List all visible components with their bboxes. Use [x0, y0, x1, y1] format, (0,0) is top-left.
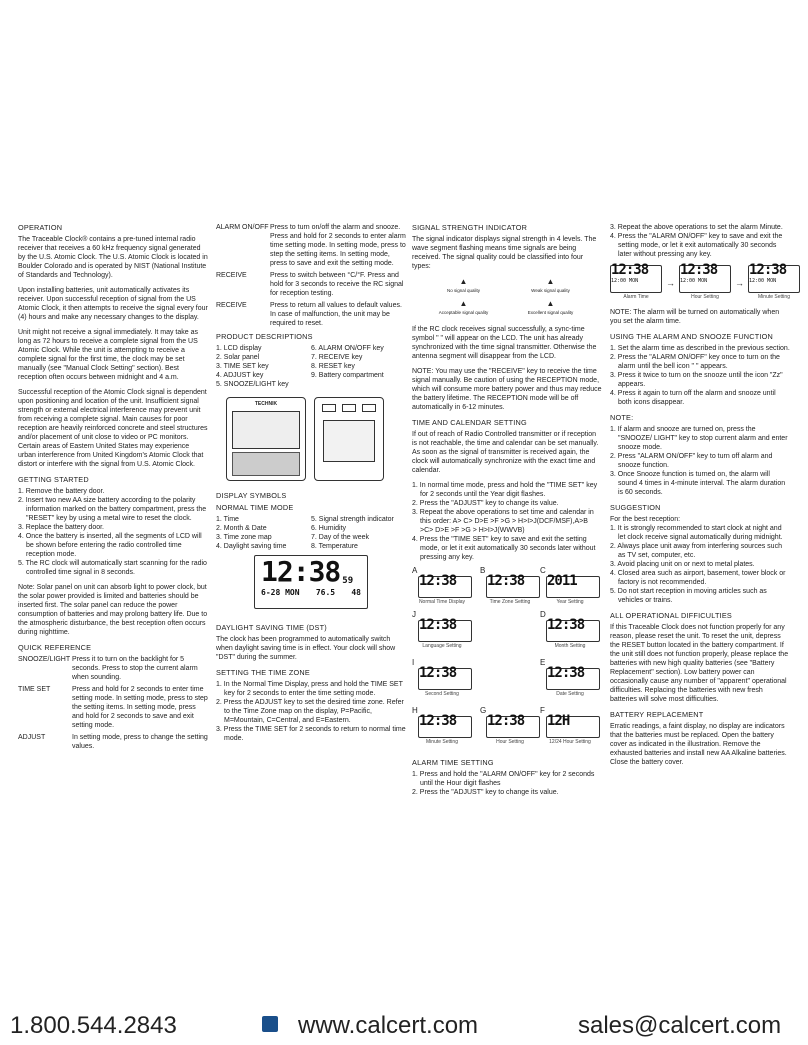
- time-zone-steps: [216, 680, 406, 743]
- front-lcd: [232, 411, 300, 449]
- footer: [0, 1010, 808, 1045]
- list-item: 4. Press the "TIME SET" key to save and exit the setting mode, or let it exit automatically 30 seconds later without pressing any key.: [412, 536, 596, 561]
- display-symbols-heading: DISPLAY SYMBOLS: [216, 491, 287, 500]
- ref-key: SNOOZE/LIGHT: [18, 656, 71, 663]
- arrow-right-icon: →: [666, 278, 675, 288]
- list-item: 2. Press the ADJUST key to set the desired time zone. Refer to the Time Zone map on the display, P=Pacific, M=Mountain, C=Central, and E=Eastern.: [216, 699, 404, 724]
- antenna-icon: ▲: [546, 299, 555, 308]
- list-item: 6. ALARM ON/OFF key: [311, 345, 384, 352]
- list-item: 1. Time: [216, 516, 239, 523]
- ref-value: Press to return all values to default values. In case of malfunction, the unit may be required to reset.: [270, 302, 402, 327]
- clock-back: [314, 397, 384, 481]
- ref-key: ALARM ON/OFF: [216, 224, 269, 231]
- list-item: 6. Humidity: [311, 525, 347, 532]
- list-item: 9. Battery compartment: [311, 372, 384, 379]
- lcd-date: 6-28 MON: [261, 588, 300, 597]
- list-item: 5. SNOOZE/LIGHT key: [216, 381, 289, 388]
- list-item: 3. Repeat the above operations to set time and calendar in this order: A> C> D>E >F >G > H>I>J(DCF/MSF),A>B >C> D>E >F >G > H>I>J(WWVB): [412, 509, 594, 534]
- operation-paragraph-3: Unit might not receive a signal immediately. It may take as long as 72 hours to receive a complete signal from the US Atomic Clock. While the unit is attempting to receive a complete signal for the first time, the clock may be set manually (see "Manual Clock Setting" section). Best reception often occurs between midnight and 4 a.m.: [18, 329, 199, 381]
- phone-number[interactable]: 1.800.544.2843: [10, 1012, 177, 1039]
- alarm-lcd-3: 12:38 12:00 MON Minute Setting: [748, 265, 800, 302]
- signal-strength-paragraph: The signal indicator displays signal strength in 4 levels. The wave segment flashing means time signals are being received. The signal quality could be classified into four types:: [412, 236, 597, 270]
- alarm-sequence: [610, 262, 790, 302]
- antenna-icon: ▲: [546, 277, 555, 286]
- ref-value: In setting mode, press to change the setting values.: [72, 734, 208, 750]
- operation-heading: OPERATION: [18, 223, 63, 232]
- ref-row: [216, 301, 406, 328]
- note-heading: NOTE:: [610, 413, 634, 422]
- list-item: 4. Daylight saving time: [216, 543, 287, 550]
- list-item: 1. It is strongly recommended to start clock at night and let clock receive signal automatically during midnight.: [610, 525, 783, 541]
- battery-replacement-paragraph: Erratic readings, a faint display, no display are indicators that the batteries must be replaced. Open the battery cover as indicated in the illustration. Remove the exhausted batteries and install new AA Alkaline batteries. Close the battery cover.: [610, 723, 787, 766]
- alarm-lcd-1: 12:38 12:00 MON Alarm Time: [610, 265, 662, 302]
- operation-paragraph-1: The Traceable Clock® contains a pre-tuned internal radio receiver that receives a 60 kHz frequency signal generated by the U.S. Atomic Clock. The U.S. Atomic Clock is located in Boulder Colorado and is operated by NIST (National Institute of Standards and Technology).: [18, 236, 208, 279]
- seq-g: G 12:38 Hour Setting: [480, 706, 540, 747]
- getting-started-note: Note: Solar panel on unit can absorb light to power clock, but the solar power provided is limited and batteries should be inserted first. The solar panel can reduce the power consumption of batteries and may prolong battery life. Due to the atmospheric disturbance, the best reception often occurs during nighttime.: [18, 584, 208, 636]
- list-item: 2. Press the "ALARM ON/OFF" key once to turn on the alarm until the bell icon " " appears.: [610, 354, 780, 370]
- list-item: 8. RESET key: [311, 363, 355, 370]
- suggestion-heading: SUGGESTION: [610, 503, 661, 512]
- list-item: 2. Month & Date: [216, 525, 267, 532]
- operation-paragraph-2: Upon installing batteries, unit automatically activates its receiver. Upon successful reception of signal from the US Atomic Clock, it then attempts to receive the signal every four (4) hours and make any necessary changes to the display.: [18, 287, 208, 321]
- column-2: [216, 223, 406, 743]
- list-item: 2. Press the "ADJUST" key to change its value.: [412, 500, 559, 507]
- ref-row: [216, 223, 406, 268]
- column-4: [610, 223, 790, 773]
- list-item: 4. Closed area such as airport, basement, tower block or factory is not recommended.: [610, 570, 786, 586]
- list-item: 2. Always place unit away from interfering sources such as TV set, computer, etc.: [610, 543, 782, 559]
- list-item: 8. Temperature: [311, 543, 358, 550]
- list-item: 5. Do not start reception in moving articles such as vehicles or trains.: [610, 588, 767, 604]
- ref-row: [18, 685, 208, 730]
- signal-acceptable: ▲ Acceptable signal quality: [422, 299, 505, 317]
- back-keys: [319, 404, 379, 412]
- list-item: 2. Press the "ADJUST" key to change its value.: [412, 789, 559, 796]
- solar-panel: [232, 452, 300, 476]
- list-item: 4. Press it again to turn off the alarm and snooze until both icons disappear.: [610, 390, 776, 406]
- time-calendar-paragraph: If out of reach of Radio Controlled transmitter or if reception is not reachable, the time and calendar can be set manually. As soon as the signal of transmitter is received again, the clock will automatically synchronize with the exact time and calendar.: [412, 431, 599, 474]
- list-item: 4. ADJUST key: [216, 372, 264, 379]
- sync-paragraph: If the RC clock receives signal successfully, a sync-time symbol " " will appear on the LCD. The unit has already synchronized with the time signal transmitter. Otherwise the antenna segment will disappear from the LCD.: [412, 326, 597, 360]
- signal-excellent: ▲ Excellent signal quality: [509, 299, 592, 317]
- lcd-temperature: 76.5: [315, 588, 336, 597]
- seq-i: I 12:38 Second Setting: [412, 658, 472, 699]
- symbol-list: [216, 515, 406, 551]
- battery-compartment: [323, 420, 375, 462]
- list-item: 2. Solar panel: [216, 354, 260, 361]
- operational-difficulties-paragraph: If this Traceable Clock does not function properly for any reason, please reset the unit. To reset the unit, depress the RESET button located in the battery compartment. If the unit still does not function properly, please replace the batteries with new high quality batteries (see "Battery Replacement" section). Low battery power can occasionally cause any number of "apparent" operational difficulties. Replacing the batteries with new fresh batteries will solve most difficulties.: [610, 624, 789, 703]
- note-steps: [610, 425, 790, 497]
- ref-value: Press it to turn on the backlight for 5 seconds. Press to stop the current alarm when sounding.: [72, 656, 198, 681]
- seq-e: E 12:38 Date Setting: [540, 658, 600, 699]
- list-item: 7. RECEIVE key: [311, 354, 363, 361]
- list-item: 1. Press and hold the "ALARM ON/OFF" key for 2 seconds until the Hour digit flashes: [412, 771, 595, 787]
- list-item: 3. Once Snooze function is turned on, the alarm will sound 4 times in 4-minute interval. The alarm duration is 60 seconds.: [610, 471, 786, 496]
- time-calendar-steps: [412, 481, 602, 562]
- list-item: 1. In normal time mode, press and hold the "TIME SET" key for 2 seconds until the Year digit flashes.: [412, 482, 598, 498]
- ref-row: [216, 271, 406, 298]
- alarm-snooze-heading: USING THE ALARM AND SNOOZE FUNCTION: [610, 332, 773, 341]
- setting-sequence: [412, 566, 602, 758]
- seq-d: D 12:38 Month Setting: [540, 610, 600, 651]
- signal-strength-heading: SIGNAL STRENGTH INDICATOR: [412, 223, 528, 232]
- suggestion-sub: For the best reception:: [610, 516, 681, 523]
- list-item: 4. Once the battery is inserted, all the segments of LCD will be shown before entering the radio controlled time reception mode.: [18, 533, 202, 558]
- lcd-humidity: 48: [351, 588, 361, 597]
- ref-key: ADJUST: [18, 734, 46, 741]
- list-item: 3. Time zone map: [216, 534, 272, 541]
- normal-time-mode-heading: NORMAL TIME MODE: [216, 503, 294, 512]
- logo-icon: [262, 1016, 278, 1032]
- operational-difficulties-heading: ALL OPERATIONAL DIFFICULTIES: [610, 611, 732, 620]
- arrow-right-icon: →: [735, 278, 744, 288]
- list-item: 1. Set the alarm time as described in the previous section.: [610, 345, 790, 352]
- ref-key: TIME SET: [18, 686, 51, 693]
- column-3: [412, 223, 602, 797]
- product-illustration: [216, 393, 406, 487]
- list-item: 1. LCD display: [216, 345, 262, 352]
- list-item: 3. Avoid placing unit on or next to metal plates.: [610, 561, 755, 568]
- dst-heading: DAYLIGHT SAVING TIME (DST): [216, 623, 327, 632]
- ref-key: RECEIVE: [216, 272, 247, 279]
- ref-row: [18, 655, 208, 682]
- seq-a: A 12:38 Normal Time Display: [412, 566, 472, 607]
- time-zone-heading: SETTING THE TIME ZONE: [216, 668, 310, 677]
- product-list: [216, 344, 406, 389]
- battery-replacement-heading: BATTERY REPLACEMENT: [610, 710, 704, 719]
- list-item: 3. TIME SET key: [216, 363, 269, 370]
- ref-key: RECEIVE: [216, 302, 247, 309]
- list-item: 3. Press it twice to turn on the snooze until the icon "Zz" appears.: [610, 372, 783, 388]
- alarm-note: NOTE: The alarm will be turned on automatically when you set the alarm time.: [610, 309, 780, 325]
- list-item: 2. Insert two new AA size battery according to the polarity information marked on the battery compartment, press the "RESET" key by using a metal wire to reset the clock.: [18, 497, 207, 522]
- seq-j: J 12:38 Language Setting: [412, 610, 472, 651]
- list-item: 3. Replace the battery door.: [18, 524, 104, 531]
- list-item: 4. Press the "ALARM ON/OFF" key to save and exit the setting mode, or let it exit automatically 30 seconds later without pressing any key.: [610, 233, 783, 258]
- alarm-time-heading: ALARM TIME SETTING: [412, 758, 494, 767]
- list-item: 1. If alarm and snooze are turned on, press the "SNOOZE/ LIGHT" key to stop current alarm and enter snooze mode.: [610, 426, 788, 451]
- lcd-time: 12:38: [261, 555, 341, 588]
- list-item: 1. In the Normal Time Display, press and hold the TIME SET key for 2 seconds to enter the time setting mode.: [216, 681, 403, 697]
- signal-no: ▲ No signal quality: [422, 277, 505, 295]
- ref-value: Press and hold for 2 seconds to enter time setting mode. In setting mode, press to step the setting items. In setting mode, press and hold for 2 seconds to save and exit setting mode.: [72, 686, 208, 729]
- column-1: [18, 223, 208, 754]
- website-link[interactable]: www.calcert.com: [298, 1012, 479, 1039]
- seq-c: C 2011 Year Setting: [540, 566, 600, 607]
- signal-note: NOTE: You may use the "RECEIVE" key to receive the time signal manually. Be caution of using the RECEPTION mode, which will consume more battery power and thus may reduce the battery lifetime. The RECEPTION mode will be off automatically in 6-12 minutes.: [412, 368, 602, 411]
- display-symbols-lcd: [254, 555, 368, 609]
- suggestion-steps: [610, 524, 790, 605]
- list-item: 7. Day of the week: [311, 534, 369, 541]
- getting-started-steps: [18, 487, 208, 577]
- list-item: 5. Signal strength indicator: [311, 516, 394, 523]
- antenna-icon: ▲: [459, 299, 468, 308]
- list-item: 3. Repeat the above operations to set the alarm Minute.: [610, 224, 783, 231]
- seq-h: H 12:38 Minute Setting: [412, 706, 472, 747]
- list-item: 2. Press "ALARM ON/OFF" key to turn off alarm and snooze function.: [610, 453, 773, 469]
- alarm-snooze-steps: [610, 344, 790, 407]
- list-item: 1. Remove the battery door.: [18, 488, 105, 495]
- ref-value: Press to switch between °C/°F. Press and hold for 3 seconds to receive the RC signal for reception testing.: [270, 272, 404, 297]
- alarm-time-steps: [412, 770, 602, 797]
- time-calendar-heading: TIME AND CALENDAR SETTING: [412, 418, 527, 427]
- quick-reference-heading: QUICK REFERENCE: [18, 643, 92, 652]
- antenna-icon: ▲: [459, 277, 468, 286]
- clock-front: [226, 397, 306, 481]
- getting-started-heading: GETTING STARTED: [18, 475, 89, 484]
- product-descriptions-heading: PRODUCT DESCRIPTIONS: [216, 332, 313, 341]
- ref-value: Press to turn on/off the alarm and snooze. Press and hold for 2 seconds to enter alarm time setting mode. In setting mode, press to step the setting items. In setting mode, press to save and exit the setting mode.: [270, 224, 406, 267]
- list-item: 5. The RC clock will automatically start scanning for the radio controlled time signal in 8 seconds.: [18, 560, 207, 576]
- seq-f: F 12H 12/24 Hour Setting: [540, 706, 600, 747]
- signal-weak: ▲ Weak signal quality: [509, 277, 592, 295]
- email-link[interactable]: sales@calcert.com: [578, 1012, 782, 1039]
- lcd-seconds: 59: [342, 576, 354, 586]
- list-item: 3. Press the TIME SET for 2 seconds to return to normal time mode.: [216, 726, 406, 742]
- ref-row: [18, 733, 208, 751]
- seq-b: B 12:38 Time Zone Setting: [480, 566, 540, 607]
- alarm-steps-continued: [610, 223, 790, 259]
- brand-label: TECHNIK: [254, 401, 278, 407]
- operation-paragraph-4: Successful reception of the Atomic Clock signal is dependent upon positioning and location of the unit. Insufficient signal strength or external electrical interference may prevent unit from receiving a complete signal. Main causes for poor reception are heavily reinforced concrete and steel structures and/or placement of unit close to video or PC monitors. Certain areas of Eastern United States may experience urban interference from United Kingdom's Atomic Clock that distort or interfere with the signal from U.S. Atomic Clock.: [18, 389, 208, 468]
- alarm-lcd-2: 12:38 12:00 MON Hour Setting: [679, 265, 731, 302]
- signal-types: [422, 277, 592, 317]
- dst-paragraph: The clock has been programmed to automatically switch when daylight saving time is in effect. Your clock will show "DST" during the summer.: [216, 636, 396, 661]
